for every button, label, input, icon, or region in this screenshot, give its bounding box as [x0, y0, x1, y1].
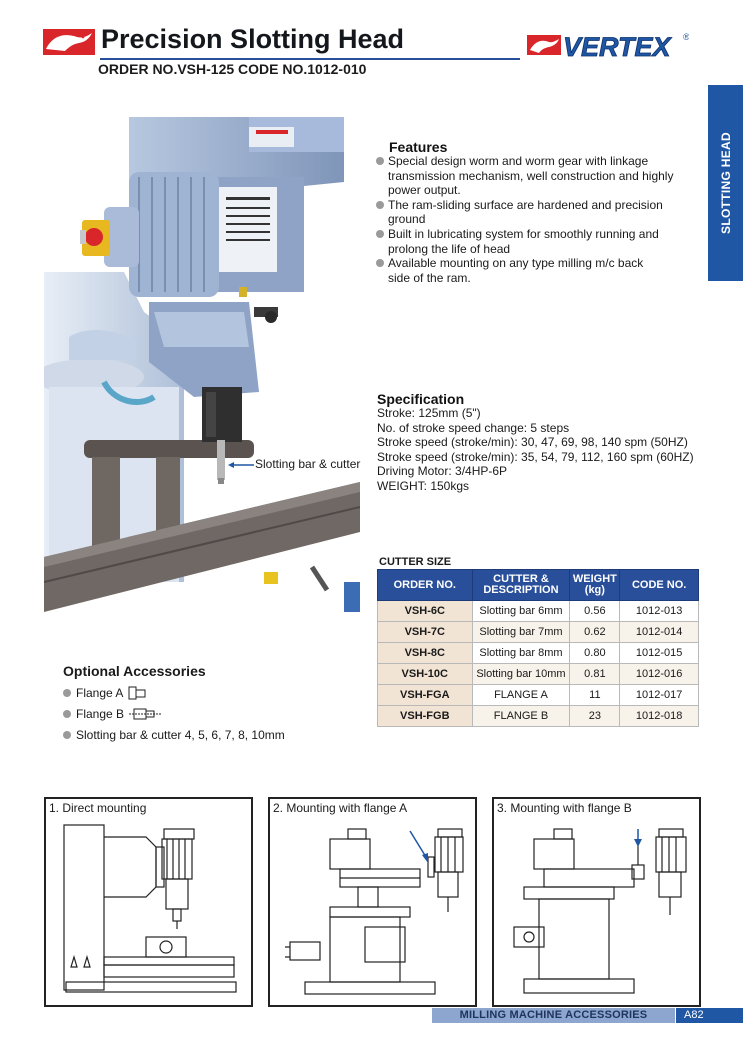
cell-order-no: VSH-6C [378, 601, 473, 622]
cell-order-no: VSH-FGA [378, 685, 473, 706]
spec-line: Stroke: 125mm (5") [377, 406, 481, 420]
cell-weight: 0.56 [570, 601, 620, 622]
cell-weight: 11 [570, 685, 620, 706]
cell-weight: 23 [570, 706, 620, 727]
cell-description: FLANGE A [472, 685, 570, 706]
cell-description: Slotting bar 10mm [472, 664, 570, 685]
flange-b-drawing [494, 817, 699, 1003]
cell-description: FLANGE B [472, 706, 570, 727]
callout-arrow [228, 464, 254, 466]
spec-line: Driving Motor: 3/4HP-6P [377, 464, 508, 479]
cell-order-no: VSH-10C [378, 664, 473, 685]
header-order-no: ORDER NO. [378, 570, 473, 601]
flange-a-drawing [270, 817, 475, 1003]
features-heading: Features [389, 139, 448, 155]
flange-b-icon [128, 707, 164, 721]
slotting-head-photo [44, 112, 360, 617]
diagram-caption: 1. Direct mounting [49, 801, 147, 815]
table-row [378, 664, 699, 685]
footer-section-label: MILLING MACHINE ACCESSORIES [459, 1009, 648, 1021]
spec-line: WEIGHT: 150kgs [377, 478, 470, 493]
list-item: Built in lubricating system for smoothly running and prolong the life of head [375, 227, 688, 256]
spec-line: Stroke speed (stroke/min): 30, 47, 69, 98, 140 spm (50HZ) [377, 435, 688, 450]
cell-order-no: VSH-7C [378, 622, 473, 643]
header-weight: WEIGHT (kg) [570, 570, 620, 601]
svg-text:®: ® [683, 32, 689, 42]
order-number: ORDER NO.VSH-125 CODE NO.1012-010 [98, 61, 367, 77]
list-item: The ram-sliding surface are hardened and precision ground [375, 198, 693, 227]
cell-code-no: 1012-016 [620, 664, 699, 685]
cell-description: Slotting bar 8mm [472, 643, 570, 664]
title-underline [100, 58, 520, 60]
accessory-label: Flange A [76, 686, 124, 700]
cell-code-no: 1012-014 [620, 622, 699, 643]
page-title: Precision Slotting Head [101, 24, 405, 54]
cell-order-no: VSH-FGB [378, 706, 473, 727]
direct-mounting-drawing [46, 817, 251, 1003]
bullet-icon [63, 689, 71, 697]
accessories-heading: Optional Accessories [63, 663, 206, 679]
specification-lines [377, 406, 694, 494]
spec-line: Stroke speed (stroke/min): 35, 54, 79, 112, 160 spm (60HZ) [377, 449, 694, 464]
section-tab [708, 85, 743, 281]
vertex-logo [527, 31, 689, 59]
diagram-direct-mounting [44, 797, 253, 1007]
cell-description: Slotting bar 6mm [472, 601, 570, 622]
diagram-flange-b [492, 797, 701, 1007]
cell-code-no: 1012-018 [620, 706, 699, 727]
accessory-label: Slotting bar & cutter 4, 5, 6, 7, 8, 10mm [76, 728, 285, 742]
svg-text:VERTEX: VERTEX [563, 32, 671, 59]
bullet-icon [63, 731, 71, 739]
table-row [378, 643, 699, 664]
footer-section-bar [432, 1008, 675, 1023]
list-item: Special design worm and worm gear with linkage transmission mechanism, well construction and highly power output. [375, 154, 688, 198]
cutter-size-title: CUTTER SIZE [379, 556, 452, 568]
table-header-row [378, 570, 699, 601]
features-list [375, 154, 705, 285]
header-code-no: CODE NO. [620, 570, 699, 601]
page-number: A82 [684, 1009, 704, 1021]
cutter-size-table [377, 569, 699, 727]
table-row [378, 685, 699, 706]
diagram-flange-a [268, 797, 477, 1007]
accessory-flange-a [63, 686, 148, 700]
header-description: CUTTER & DESCRIPTION [472, 570, 570, 601]
table-row [378, 622, 699, 643]
diagram-caption: 2. Mounting with flange A [273, 801, 408, 815]
cell-code-no: 1012-017 [620, 685, 699, 706]
eagle-logo [43, 29, 95, 55]
accessory-slotting-bar [63, 728, 285, 742]
eagle-icon [43, 29, 95, 55]
accessory-label: Flange B [76, 707, 125, 721]
table-row [378, 601, 699, 622]
specification-heading: Specification [377, 391, 465, 407]
cell-weight: 0.80 [570, 643, 620, 664]
section-tab-label: SLOTTING HEAD [718, 132, 733, 234]
cell-order-no: VSH-8C [378, 643, 473, 664]
cutter-callout: Slotting bar & cutter [255, 457, 361, 471]
table-row [378, 706, 699, 727]
diagram-caption: 3. Mounting with flange B [497, 801, 632, 815]
cell-weight: 0.81 [570, 664, 620, 685]
cell-code-no: 1012-015 [620, 643, 699, 664]
flange-a-icon [128, 686, 148, 700]
cell-description: Slotting bar 7mm [472, 622, 570, 643]
cell-weight: 0.62 [570, 622, 620, 643]
spec-line: No. of stroke speed change: 5 steps [377, 420, 570, 435]
footer-page-box [676, 1008, 743, 1023]
list-item: Available mounting on any type milling m/c back side of the ram. [375, 256, 668, 285]
bullet-icon [63, 710, 71, 718]
cell-code-no: 1012-013 [620, 601, 699, 622]
accessory-flange-b [63, 707, 164, 721]
